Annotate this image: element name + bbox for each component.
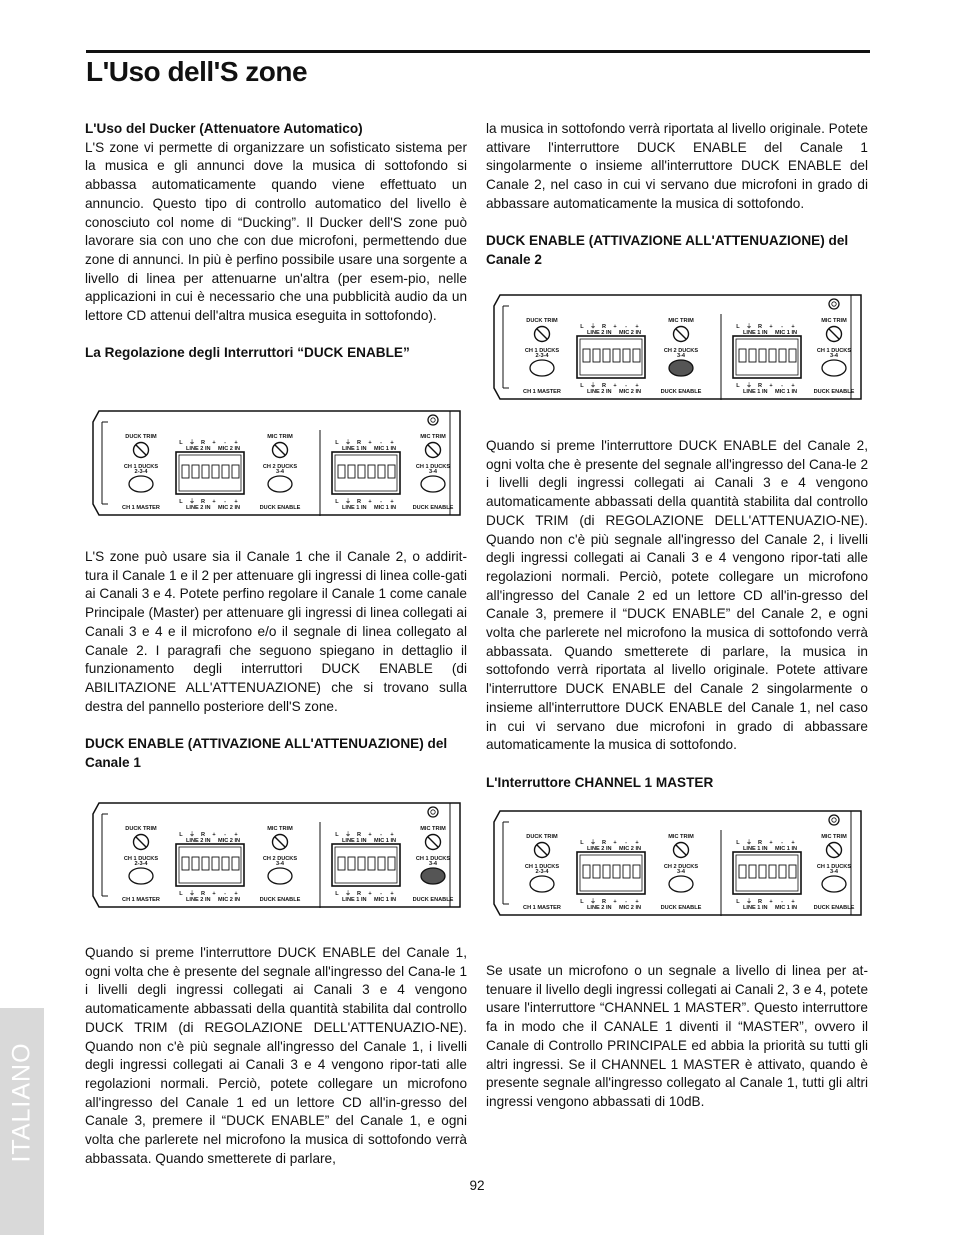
- duck-enable-label-mid: DUCK ENABLE: [259, 505, 301, 511]
- ch1-terminal-slot: [358, 857, 365, 870]
- duck-enable-label-mid: DUCK ENABLE: [660, 905, 702, 911]
- mic-trim-label-mid: MIC TRIM: [267, 434, 293, 440]
- duck-enable-label-right: DUCK ENABLE: [412, 505, 454, 511]
- ch2-terminal-slot: [623, 865, 630, 878]
- ch2-ducks-sub-label: 3-4: [676, 869, 686, 875]
- ch2-terminal-slot: [202, 465, 209, 478]
- ch2-terminal-slot: [603, 865, 610, 878]
- paragraph-ducker-intro: L'S zone vi permette di organizzare un sofisticato sistema per la musica e gli annunci dove la musica di sottofondo si abbassa automaticamente quando viene effettuato un annuncio. Questo tipo di controllo automatico del livello è conosciuto col nome di “Ducking”. Il Ducker dell'S zone può lavorare sia con uno che con due microfoni, permettendo due zone di annunci. In più è perfino possibile usare una sorgente a livello di linea per attenuarne un'altra (per esem-pio, nelle applicazioni in cui è necessario che una pubblicità audio da un lettore CD attenui dell'altra musica eseguita in sottofondo).: [85, 139, 467, 324]
- ch2-terminal-slot: [603, 349, 610, 362]
- ch1-pins-bottom-line-label: LINE 1 IN: [743, 905, 768, 911]
- ch1-pins-bottom-pin: ⏚: [746, 899, 752, 905]
- ch1-terminal-slot: [769, 349, 776, 362]
- ch2-pins-top-pin: +: [613, 840, 617, 846]
- ch1-pins-top-line-label: LINE 1 IN: [342, 838, 367, 844]
- section-heading-duck-enable: La Regolazione degli Interruttori “DUCK ENABLE”: [85, 345, 410, 361]
- ch2-pins-top-pin: L: [580, 840, 584, 846]
- ch2-terminal-slot: [633, 349, 640, 362]
- ch1-pins-bottom-pin: R: [757, 383, 763, 389]
- ch1-pins-top-pin: +: [390, 440, 394, 446]
- ch2-terminal-slot: [192, 857, 199, 870]
- ch1-terminal-slot: [378, 465, 385, 478]
- paragraph-channel-usage: L'S zone può usare sia il Canale 1 che il Canale 2, o addirit-tura il Canale 1 e il 2 per attenuare gli ingressi di linea colle-gati ai Canali 3 e 4. Potete perfino regolare il Canale 1 come canale Principale (Master) per attenuare gli ingressi di linea collegati ai Canali 3 e 4 e il microfono e/o il segnale di linea collegato al Canale 2. I paragrafi che seguono spiegano in dettaglio il funzionamento degli interruttori DUCK ENABLE (di ABILITAZIONE ALL'ATTENUAZIONE) che si trovano sulla destra del pannello posteriore dell'S zone.: [85, 549, 467, 714]
- ch1-pins-top-pin: L: [736, 324, 740, 330]
- ch2-ducks-label: CH 2 DUCKS: [663, 348, 699, 354]
- ch2-pins-top-pin: L: [179, 832, 183, 838]
- ch1-ducks-right-label: CH 1 DUCKS: [415, 464, 451, 470]
- ch2-pins-top-pin: R: [200, 440, 206, 446]
- ch2-terminal-slot: [202, 857, 209, 870]
- ch2-pins-bottom-pin: R: [601, 383, 607, 389]
- ch2-ducks-button: [268, 476, 292, 492]
- ch1-terminal-slot: [759, 349, 766, 362]
- ch2-pins-bottom-line-label: LINE 2 IN: [186, 505, 211, 511]
- header-rule: [86, 50, 870, 53]
- ch1-terminal-slot: [769, 865, 776, 878]
- ch1-ducks-right-label: CH 1 DUCKS: [816, 864, 852, 870]
- section-heading-ch1-duck-enable: DUCK ENABLE (ATTIVAZIONE ALL'ATTENUAZIONE) del Canale 1: [85, 736, 448, 770]
- mic-trim-label-mid: MIC TRIM: [668, 834, 694, 840]
- ch1-pins-bottom-line-label: LINE 1 IN: [342, 505, 367, 511]
- ch1-pins-bottom-pin: -: [781, 899, 783, 905]
- duck-trim-knob: [535, 327, 550, 342]
- ch1-terminal-slot: [338, 857, 345, 870]
- ch2-terminal-slot: [232, 857, 239, 870]
- ch1-ducks-label: CH 1 DUCKS: [123, 464, 159, 470]
- ch1-pins-top-pin: -: [781, 324, 783, 330]
- ch2-pins-bottom-pin: L: [179, 499, 183, 505]
- ch2-pins-bottom-pin: L: [179, 891, 183, 897]
- duck-enable-label-right: DUCK ENABLE: [412, 897, 454, 903]
- ch2-pins-bottom-pin: +: [613, 899, 617, 905]
- ch2-pins-top-pin: +: [635, 324, 639, 330]
- ch1-pins-bottom-pin: R: [757, 899, 763, 905]
- ch2-pins-bottom-pin: ⏚: [590, 383, 596, 389]
- ch2-pins-bottom-mic-label: MIC 2 IN: [218, 897, 241, 903]
- ch2-pins-top-line-label: LINE 2 IN: [186, 838, 211, 844]
- ch1-pins-bottom-pin: -: [380, 891, 382, 897]
- ch2-ducks-button: [669, 360, 693, 376]
- ch1-ducks-label: CH 1 DUCKS: [524, 864, 560, 870]
- ch2-pins-top-mic-label: MIC 2 IN: [218, 446, 241, 452]
- ch2-pins-bottom-line-label: LINE 2 IN: [587, 905, 612, 911]
- ch1-pins-top-pin: R: [757, 324, 763, 330]
- duck-trim-label: DUCK TRIM: [526, 318, 558, 324]
- panel-overview-svg: [90, 408, 465, 518]
- ch1-ducks-sub-label: 2-3-4: [535, 353, 549, 359]
- ch1-ducks-label: CH 1 DUCKS: [524, 348, 560, 354]
- ch2-pins-top-pin: -: [224, 832, 226, 838]
- left-column-top: [85, 120, 467, 363]
- ch1-ducks-button: [129, 476, 153, 492]
- ch2-pins-bottom-pin: -: [625, 383, 627, 389]
- ch2-pins-bottom-pin: +: [234, 499, 238, 505]
- mic-trim-label-right: MIC TRIM: [821, 318, 847, 324]
- ch1-pins-bottom-pin: R: [356, 499, 362, 505]
- duck-trim-label: DUCK TRIM: [125, 826, 157, 832]
- ch2-pins-bottom-pin: ⏚: [189, 499, 195, 505]
- ch1-master-label: CH 1 MASTER: [122, 505, 160, 511]
- ch1-terminal-slot: [368, 857, 375, 870]
- ch1-terminal-slot: [749, 349, 756, 362]
- ch1-pins-top-mic-label: MIC 1 IN: [775, 846, 798, 852]
- ch1-pins-bottom-pin: R: [356, 891, 362, 897]
- ch1-pins-bottom-pin: L: [736, 899, 740, 905]
- ch1-pins-bottom-pin: L: [335, 499, 339, 505]
- ch1-pins-bottom-pin: ⏚: [345, 891, 351, 897]
- ch2-pins-top-pin: ⏚: [590, 324, 596, 330]
- ch2-pins-top-pin: +: [234, 832, 238, 838]
- section-heading-ch1-master: L'Interruttore CHANNEL 1 MASTER: [486, 774, 714, 790]
- ch1-pins-bottom-pin: +: [769, 899, 773, 905]
- ch1-pins-top-mic-label: MIC 1 IN: [775, 330, 798, 336]
- ch1-pins-top-pin: R: [757, 840, 763, 846]
- panel-screw: [829, 815, 839, 825]
- ch1-pins-top-pin: L: [335, 440, 339, 446]
- mic-trim-knob-mid: [674, 843, 689, 858]
- paragraph-ch1-master: Se usate un microfono o un segnale a livello di linea per at-tenuare il livello degli ingressi collegati ai Canali 2, 3 e 4, potete usare l'interruttore “CHANNEL 1 MASTER”. Questo interruttore fa in modo che il CANALE 1 diventi il “MASTER”, ovvero il Canale di Controllo PRINCIPALE ed abbia la priorità su tutti gli altri ingressi. Se il CHANNEL 1 MASTER è attivato, quando è presente segnale all'ingresso collegato al Canale 1, tutti gli altri ingressi vengono abbassati di 10dB.: [486, 963, 868, 1109]
- ch1-ducks-right-sub-label: 3-4: [829, 869, 839, 875]
- ch2-pins-top-pin: -: [625, 840, 627, 846]
- ch1-pins-bottom-pin: ⏚: [746, 383, 752, 389]
- section-heading-ducker: L'Uso del Ducker (Attenuatore Automatico): [85, 121, 363, 136]
- panel-chassis: [93, 411, 460, 515]
- ch2-pins-top-pin: +: [613, 324, 617, 330]
- panel-screw: [428, 415, 438, 425]
- ch1-ducks-right-button: [421, 868, 445, 884]
- ch1-pins-top-mic-label: MIC 1 IN: [374, 838, 397, 844]
- ch1-pins-top-pin: +: [769, 840, 773, 846]
- ch1-ducks-right-button: [822, 360, 846, 376]
- ch1-ducks-label: CH 1 DUCKS: [123, 856, 159, 862]
- ch1-pins-bottom-pin: +: [791, 899, 795, 905]
- mic-trim-label-right: MIC TRIM: [420, 826, 446, 832]
- ch1-terminal-slot: [749, 865, 756, 878]
- ch1-ducks-right-button: [822, 876, 846, 892]
- ch1-ducks-right-sub-label: 3-4: [428, 861, 438, 867]
- ch2-terminal-slot: [222, 857, 229, 870]
- ch1-terminal-slot: [388, 857, 395, 870]
- ch1-pins-bottom-mic-label: MIC 1 IN: [775, 905, 798, 911]
- mic-trim-knob-mid: [674, 327, 689, 342]
- mic-trim-knob-right: [426, 835, 441, 850]
- ch1-master-label: CH 1 MASTER: [523, 389, 561, 395]
- ch2-pins-bottom-pin: +: [212, 499, 216, 505]
- rear-panel-diagram-channel2: [491, 292, 866, 402]
- ch1-ducks-right-button: [421, 476, 445, 492]
- duck-enable-label-right: DUCK ENABLE: [813, 389, 855, 395]
- ch2-terminal-slot: [593, 349, 600, 362]
- mic-trim-knob-right: [426, 443, 441, 458]
- panel-chassis: [93, 803, 460, 907]
- ch2-pins-bottom-pin: ⏚: [590, 899, 596, 905]
- ch1-pins-top-pin: -: [380, 440, 382, 446]
- ch1-pins-bottom-pin: +: [390, 891, 394, 897]
- ch1-ducks-sub-label: 2-3-4: [134, 861, 148, 867]
- ch2-pins-bottom-pin: +: [212, 891, 216, 897]
- ch2-terminal-slot: [192, 465, 199, 478]
- ch2-pins-bottom-mic-label: MIC 2 IN: [218, 505, 241, 511]
- ch2-pins-top-pin: +: [234, 440, 238, 446]
- ch1-terminal-slot: [739, 865, 746, 878]
- ch1-terminal-slot: [338, 465, 345, 478]
- ch1-pins-bottom-mic-label: MIC 1 IN: [775, 389, 798, 395]
- section-heading-ch2-duck-enable: DUCK ENABLE (ATTIVAZIONE ALL'ATTENUAZIONE) del Canale 2: [486, 233, 849, 267]
- ch2-ducks-sub-label: 3-4: [275, 861, 285, 867]
- rear-panel-diagram-master: [491, 808, 866, 918]
- ch2-pins-bottom-pin: ⏚: [189, 891, 195, 897]
- ch1-terminal-slot: [348, 465, 355, 478]
- ch2-terminal-slot: [593, 865, 600, 878]
- ch1-ducks-right-sub-label: 3-4: [428, 469, 438, 475]
- ch2-ducks-label: CH 2 DUCKS: [262, 856, 298, 862]
- ch1-pins-top-line-label: LINE 1 IN: [743, 330, 768, 336]
- ch2-pins-top-pin: R: [200, 832, 206, 838]
- ch1-pins-top-pin: +: [791, 840, 795, 846]
- ch1-pins-bottom-pin: -: [380, 499, 382, 505]
- duck-trim-label: DUCK TRIM: [526, 834, 558, 840]
- paragraph-ch1-continued: la musica in sottofondo verrà riportata al livello originale. Potete attivare l'interruttore DUCK ENABLE del Canale 1 singolarmente o insieme all'interruttore DUCK ENABLE del Canale 2, nel caso in cui vi servano due microfoni in grado di abbassare automaticamente la musica di sottofondo.: [486, 121, 868, 211]
- mic-trim-knob-mid: [273, 443, 288, 458]
- ch2-pins-top-pin: ⏚: [590, 840, 596, 846]
- rear-panel-diagram-channel1: [90, 800, 465, 910]
- ch1-terminal-slot: [779, 349, 786, 362]
- ch1-pins-top-pin: +: [769, 324, 773, 330]
- ch2-pins-top-pin: ⏚: [189, 440, 195, 446]
- mic-trim-knob-right: [827, 843, 842, 858]
- ch1-pins-bottom-mic-label: MIC 1 IN: [374, 505, 397, 511]
- ch2-pins-top-pin: L: [580, 324, 584, 330]
- duck-enable-label-mid: DUCK ENABLE: [660, 389, 702, 395]
- ch2-pins-top-pin: R: [601, 324, 607, 330]
- ch1-pins-top-mic-label: MIC 1 IN: [374, 446, 397, 452]
- ch2-pins-bottom-pin: -: [625, 899, 627, 905]
- rear-panel-diagram-overview: [90, 408, 465, 518]
- duck-trim-knob: [134, 835, 149, 850]
- ch1-terminal-slot: [348, 857, 355, 870]
- ch1-pins-bottom-line-label: LINE 1 IN: [743, 389, 768, 395]
- panel-screw: [428, 807, 438, 817]
- ch2-terminal-slot: [633, 865, 640, 878]
- ch1-ducks-button: [129, 868, 153, 884]
- panel-channel2-svg: [491, 292, 866, 402]
- right-column-top: [486, 120, 868, 270]
- ch1-master-label: CH 1 MASTER: [523, 905, 561, 911]
- ch2-pins-top-pin: L: [179, 440, 183, 446]
- ch1-pins-bottom-pin: L: [335, 891, 339, 897]
- paragraph-ch1-description: Quando si preme l'interruttore DUCK ENABLE del Canale 1, ogni volta che è presente del segnale all'ingresso del Cana-le 1 i livelli degli ingressi collegati ai Canali 3 e 4 vengono automaticamente abbassati della quantità stabilita dal controllo DUCK TRIM (di REGOLAZIONE DELL'ATTENUAZIO-NE). Quando non c'è più segnale all'ingresso del Canale 1, i livelli degli ingressi collegati ai Canali 3 e 4 vengono ripor-tati alle regolazioni normali. Perciò, potete collegare un microfono all'ingresso del Canale 1 ed un lettore CD all'in-gresso del Canale 3, premere il “DUCK ENABLE” del Canale 1, e ogni volta che parlerete nel microfono la musica di sottofondo verrà abbassata. Quando smetterete di parlare,: [85, 945, 467, 1166]
- ch2-pins-bottom-line-label: LINE 2 IN: [587, 389, 612, 395]
- ch1-terminal-slot: [378, 857, 385, 870]
- ch2-pins-bottom-pin: L: [580, 383, 584, 389]
- ch2-pins-bottom-pin: -: [224, 891, 226, 897]
- ch1-ducks-button: [530, 360, 554, 376]
- right-column-bottom: [486, 962, 868, 1112]
- ch2-pins-top-line-label: LINE 2 IN: [186, 446, 211, 452]
- ch1-pins-bottom-pin: +: [390, 499, 394, 505]
- ch1-pins-bottom-pin: +: [769, 383, 773, 389]
- ch1-terminal-slot: [789, 349, 796, 362]
- mic-trim-label-right: MIC TRIM: [821, 834, 847, 840]
- ch1-pins-bottom-pin: +: [368, 499, 372, 505]
- mic-trim-knob-right: [827, 327, 842, 342]
- ch1-ducks-button: [530, 876, 554, 892]
- ch1-pins-bottom-pin: +: [791, 383, 795, 389]
- ch2-pins-bottom-pin: +: [635, 383, 639, 389]
- left-column-bottom: [85, 944, 467, 1168]
- ch2-terminal-slot: [613, 349, 620, 362]
- ch2-ducks-button: [268, 868, 292, 884]
- left-column-middle: [85, 548, 467, 772]
- ch1-pins-bottom-pin: L: [736, 383, 740, 389]
- ch2-pins-bottom-pin: +: [613, 383, 617, 389]
- duck-enable-label-right: DUCK ENABLE: [813, 905, 855, 911]
- mic-trim-label-mid: MIC TRIM: [668, 318, 694, 324]
- ch2-terminal-slot: [583, 865, 590, 878]
- ch2-pins-top-pin: +: [212, 440, 216, 446]
- ch2-pins-top-pin: R: [601, 840, 607, 846]
- panel-master-svg: [491, 808, 866, 918]
- ch1-pins-top-pin: ⏚: [345, 832, 351, 838]
- ch1-ducks-right-label: CH 1 DUCKS: [816, 348, 852, 354]
- ch2-pins-bottom-mic-label: MIC 2 IN: [619, 389, 642, 395]
- ch2-terminal-slot: [222, 465, 229, 478]
- ch2-terminal-slot: [182, 465, 189, 478]
- ch2-terminal-slot: [212, 465, 219, 478]
- ch2-pins-bottom-line-label: LINE 2 IN: [186, 897, 211, 903]
- page-title: L'Uso dell'S zone: [86, 56, 308, 87]
- ch2-pins-bottom-pin: L: [580, 899, 584, 905]
- ch1-terminal-slot: [739, 349, 746, 362]
- ch2-ducks-label: CH 2 DUCKS: [663, 864, 699, 870]
- ch1-pins-top-line-label: LINE 1 IN: [743, 846, 768, 852]
- ch2-ducks-button: [669, 876, 693, 892]
- ch1-ducks-sub-label: 2-3-4: [535, 869, 549, 875]
- duck-trim-knob: [134, 443, 149, 458]
- ch2-pins-top-line-label: LINE 2 IN: [587, 846, 612, 852]
- ch2-ducks-sub-label: 3-4: [676, 353, 686, 359]
- ch2-terminal-slot: [212, 857, 219, 870]
- ch2-pins-top-pin: +: [212, 832, 216, 838]
- ch1-pins-bottom-pin: -: [781, 383, 783, 389]
- ch2-terminal-slot: [623, 349, 630, 362]
- ch1-pins-top-pin: +: [368, 832, 372, 838]
- ch2-pins-top-pin: -: [625, 324, 627, 330]
- mic-trim-label-right: MIC TRIM: [420, 434, 446, 440]
- ch1-ducks-right-sub-label: 3-4: [829, 353, 839, 359]
- ch2-pins-top-line-label: LINE 2 IN: [587, 330, 612, 336]
- ch2-pins-bottom-pin: +: [635, 899, 639, 905]
- ch2-ducks-label: CH 2 DUCKS: [262, 464, 298, 470]
- ch1-pins-top-pin: ⏚: [746, 840, 752, 846]
- ch2-terminal-slot: [182, 857, 189, 870]
- ch2-pins-top-mic-label: MIC 2 IN: [218, 838, 241, 844]
- ch2-ducks-sub-label: 3-4: [275, 469, 285, 475]
- ch1-terminal-slot: [789, 865, 796, 878]
- ch1-pins-top-pin: ⏚: [746, 324, 752, 330]
- ch2-terminal-slot: [613, 865, 620, 878]
- paragraph-ch2-description: Quando si preme l'interruttore DUCK ENABLE del Canale 2, ogni volta che è presente del segnale all'ingresso del Cana-le 2 i livelli degli ingressi collegati ai Canali 3 e 4 vengono automaticamente abbassati della quantità stabilita dal controllo DUCK TRIM (di REGOLAZIONE DELL'ATTENUAZIO-NE). Quando non c'è più segnale all'ingresso del Canale 2, i livelli degli ingressi collegati ai Canali 3 e 4 vengono ripor-tati alle regolazioni normali. Perciò, potete collegare un microfono all'ingresso del Canale 2 ed un lettore CD all'in-gresso del Canale 3, premere il “DUCK ENABLE” del Canale 2, e ogni volta che parlerete nel microfono la musica di sottofondo verrà abbassata. Quando smetterete di parlare, la musica in sottofondo verrà riportata al livello originale. Potete attivare l'interruttore DUCK ENABLE del Canale 2 singolarmente o insieme all'interruttore DUCK ENABLE del Canale 1, nel caso in cui vi servano due microfoni in grado di abbassare automaticamente la musica di sottofondo.: [486, 438, 868, 753]
- mic-trim-knob-mid: [273, 835, 288, 850]
- ch2-pins-top-pin: -: [224, 440, 226, 446]
- ch1-terminal-slot: [779, 865, 786, 878]
- ch2-terminal-slot: [583, 349, 590, 362]
- ch2-pins-bottom-pin: R: [200, 891, 206, 897]
- ch2-terminal-slot: [232, 465, 239, 478]
- ch1-terminal-slot: [759, 865, 766, 878]
- ch2-pins-bottom-mic-label: MIC 2 IN: [619, 905, 642, 911]
- ch1-ducks-right-label: CH 1 DUCKS: [415, 856, 451, 862]
- panel-screw: [829, 299, 839, 309]
- ch1-pins-top-pin: +: [368, 440, 372, 446]
- panel-channel1-svg: [90, 800, 465, 910]
- ch1-pins-top-pin: L: [736, 840, 740, 846]
- ch2-pins-bottom-pin: R: [601, 899, 607, 905]
- language-label: ITALIANO: [7, 1042, 36, 1163]
- ch2-pins-top-pin: ⏚: [189, 832, 195, 838]
- ch1-terminal-slot: [388, 465, 395, 478]
- ch1-terminal-slot: [358, 465, 365, 478]
- ch1-ducks-sub-label: 2-3-4: [134, 469, 148, 475]
- ch2-pins-top-pin: +: [635, 840, 639, 846]
- ch1-pins-top-pin: R: [356, 832, 362, 838]
- ch1-terminal-slot: [368, 465, 375, 478]
- ch1-pins-top-pin: +: [390, 832, 394, 838]
- ch1-pins-top-pin: L: [335, 832, 339, 838]
- ch1-pins-top-pin: ⏚: [345, 440, 351, 446]
- ch1-pins-top-line-label: LINE 1 IN: [342, 446, 367, 452]
- ch1-pins-bottom-line-label: LINE 1 IN: [342, 897, 367, 903]
- ch2-pins-bottom-pin: +: [234, 891, 238, 897]
- ch1-pins-bottom-pin: +: [368, 891, 372, 897]
- ch2-pins-bottom-pin: -: [224, 499, 226, 505]
- ch1-pins-top-pin: -: [781, 840, 783, 846]
- duck-trim-knob: [535, 843, 550, 858]
- ch1-master-label: CH 1 MASTER: [122, 897, 160, 903]
- ch1-pins-bottom-pin: ⏚: [345, 499, 351, 505]
- mic-trim-label-mid: MIC TRIM: [267, 826, 293, 832]
- ch1-pins-top-pin: -: [380, 832, 382, 838]
- ch2-pins-top-mic-label: MIC 2 IN: [619, 330, 642, 336]
- duck-enable-label-mid: DUCK ENABLE: [259, 897, 301, 903]
- language-side-tab: [0, 1008, 44, 1235]
- page-number: 92: [469, 1178, 485, 1193]
- ch1-pins-bottom-mic-label: MIC 1 IN: [374, 897, 397, 903]
- right-column-middle: [486, 437, 868, 792]
- panel-chassis: [494, 811, 861, 915]
- duck-trim-label: DUCK TRIM: [125, 434, 157, 440]
- panel-chassis: [494, 295, 861, 399]
- ch1-pins-top-pin: R: [356, 440, 362, 446]
- ch1-pins-top-pin: +: [791, 324, 795, 330]
- ch2-pins-bottom-pin: R: [200, 499, 206, 505]
- ch2-pins-top-mic-label: MIC 2 IN: [619, 846, 642, 852]
